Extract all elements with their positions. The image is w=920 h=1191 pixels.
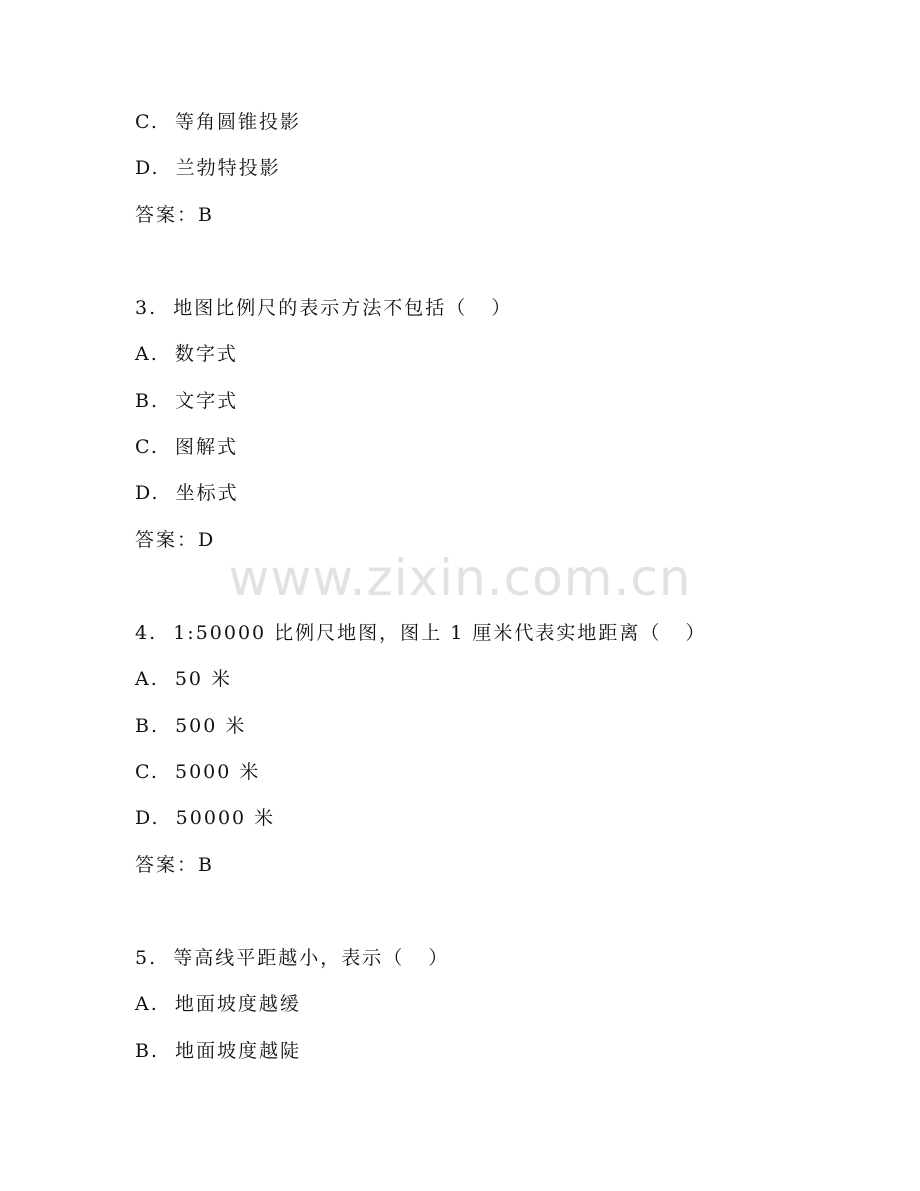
option-b-q3: B. 文字式 — [135, 390, 239, 412]
option-a-q3: A. 数字式 — [135, 343, 238, 365]
option-a-q4: A. 50 米 — [135, 668, 233, 690]
answer-q3: 答案：D — [135, 529, 216, 551]
option-b-q5: B. 地面坡度越陡 — [135, 1040, 302, 1062]
question-3: 3. 地图比例尺的表示方法不包括（ ） — [135, 297, 513, 319]
option-c-q3: C. 图解式 — [135, 436, 238, 458]
answer-q4: 答案：B — [135, 854, 214, 876]
option-d-q2: D. 兰勃特投影 — [135, 157, 281, 179]
option-d-q3: D. 坐标式 — [135, 482, 239, 504]
option-c-q2: C. 等角圆锥投影 — [135, 111, 301, 133]
question-5: 5. 等高线平距越小，表示（ ） — [135, 947, 450, 969]
option-a-q5: A. 地面坡度越缓 — [135, 993, 301, 1015]
watermark: www.zixin.com.cn — [228, 549, 692, 607]
option-c-q4: C. 5000 米 — [135, 761, 261, 783]
option-d-q4: D. 50000 米 — [135, 807, 276, 829]
option-b-q4: B. 500 米 — [135, 715, 247, 737]
question-4: 4. 1:50000 比例尺地图，图上 1 厘米代表实地距离（ ） — [135, 622, 707, 644]
answer-q2: 答案：B — [135, 204, 214, 226]
